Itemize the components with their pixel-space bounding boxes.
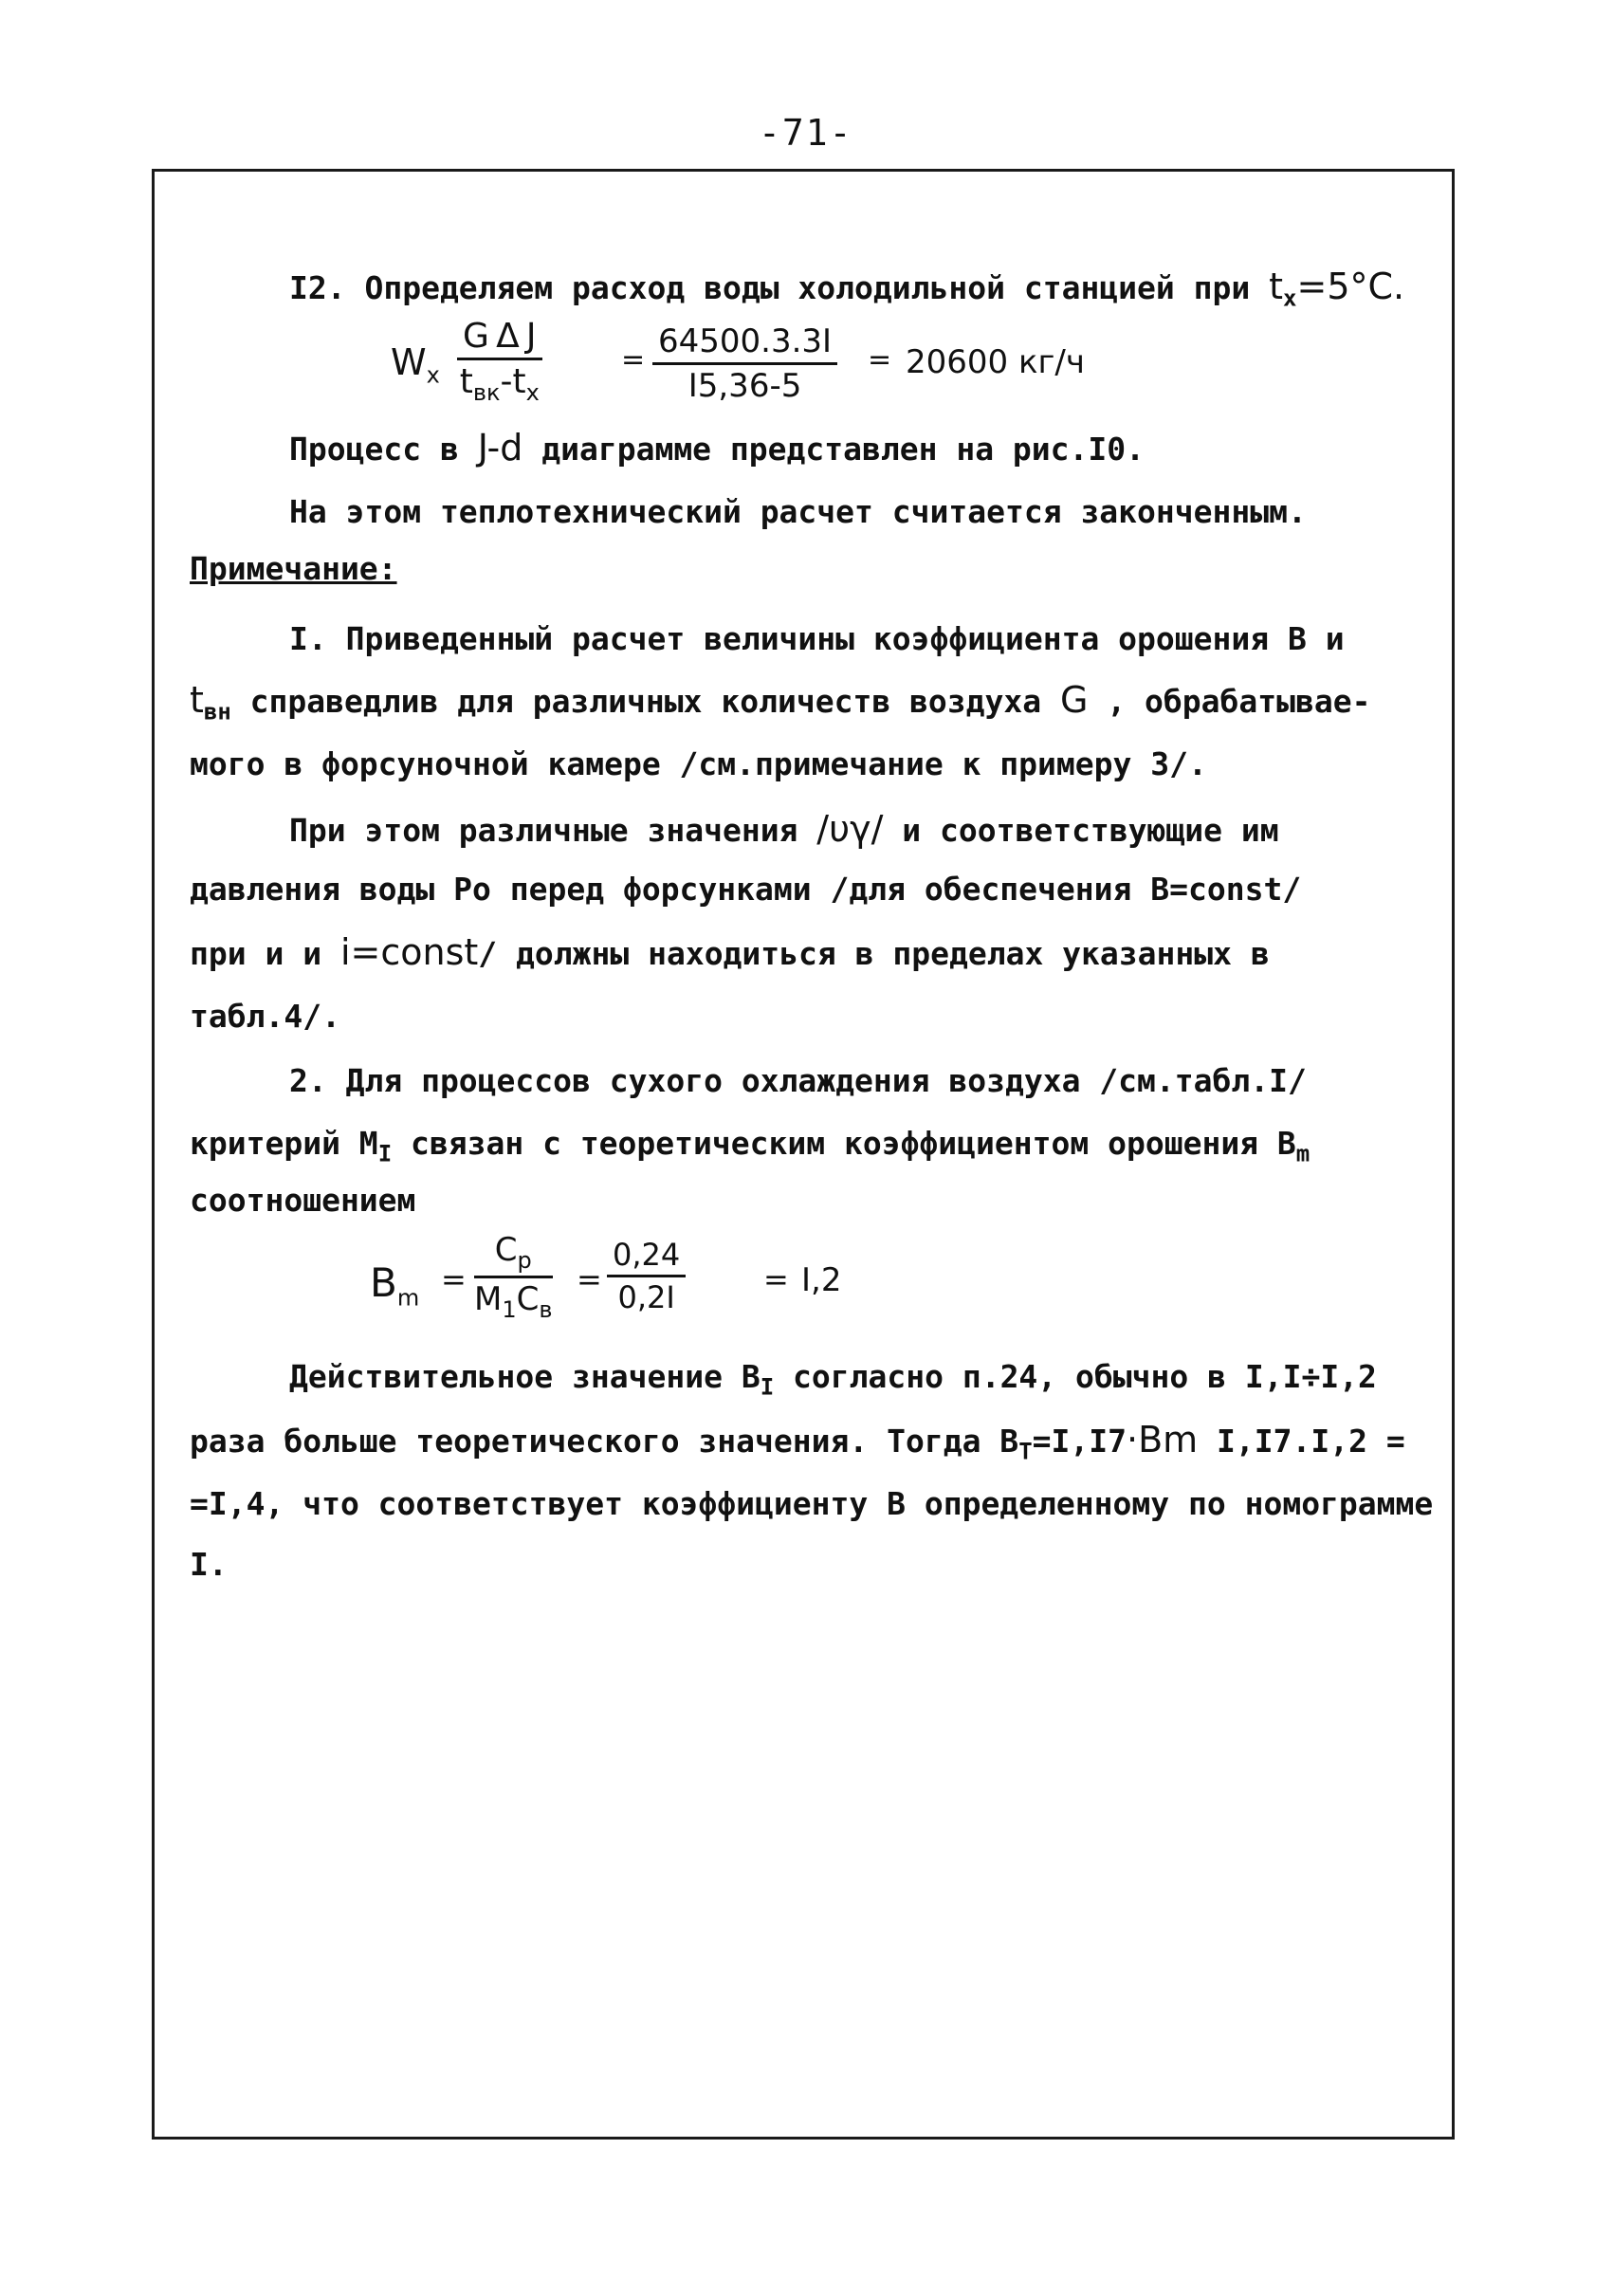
formula1-numerator2: 64500.3.3I	[652, 322, 837, 365]
tail-line1: Действительное значение $B_I$ согласно п.24, обычно в I,I÷I,2	[289, 1358, 1377, 1401]
formula2-lhs: $B_m$	[370, 1259, 420, 1312]
note2-line1: 2. Для процессов сухого охлаждения воздуха /см.табл.I/	[289, 1062, 1307, 1099]
tail-line4: I.	[190, 1546, 228, 1583]
formula2-result: I,2	[801, 1261, 842, 1299]
note1-line6: при и и i=const/ должны находиться в пределах указанных в	[190, 931, 1270, 973]
note1-line3: мого в форсуночной камере /см.примечание к примеру 3/.	[190, 745, 1207, 782]
tail-line3: =I,4, что соответствует коэффициенту B определенному по номограмме	[190, 1485, 1434, 1522]
formula2-fraction	[474, 1231, 553, 1323]
formula2-denominator2: 0,2I	[617, 1279, 675, 1315]
note1-line7: табл.4/.	[190, 998, 340, 1035]
formula1-eq2: =	[868, 343, 892, 377]
formula1-denominator: $t_{вк}-t_x$	[459, 362, 540, 407]
formula2-eq1: =	[441, 1261, 467, 1297]
note1-line5: давления воды Ро перед форсунками /для обеспечения B=const/	[190, 871, 1302, 908]
formula2-numerator: $C_p$	[474, 1231, 553, 1278]
item12-line	[289, 267, 1404, 318]
formula1-denominator2: I5,36-5	[687, 367, 802, 405]
formula2-eq2: =	[577, 1261, 602, 1297]
formula1-result: 20600 кг/ч	[906, 343, 1085, 381]
formula1-lhs: $W_x$	[391, 341, 440, 389]
formula1-fraction	[457, 317, 542, 406]
formula1-eq1: =	[621, 343, 646, 377]
note-heading: Примечание:	[190, 550, 397, 587]
process-line: Процесс в J-d диаграмме представлен на рис.I0.	[289, 427, 1146, 468]
tx-symbol: t	[1269, 266, 1284, 307]
formula2-denominator: $M_1C_в$	[474, 1279, 553, 1323]
note2-line3: соотношением	[190, 1182, 416, 1219]
page-number: -71-	[759, 112, 853, 154]
formula1-fraction2	[652, 322, 837, 405]
jd-diagram-label: J-d	[477, 427, 523, 468]
note2-line2: критерий $M_I$ связан с теоретическим коэффициентом орошения $B_m$	[190, 1125, 1311, 1167]
formula2-eq3: =	[763, 1261, 789, 1297]
note1-line1: I. Приведенный расчет величины коэффициента орошения B и	[289, 620, 1345, 657]
formula1-numerator: G Δ J	[457, 317, 542, 360]
tx-subscript: x	[1283, 285, 1297, 312]
note1-line4: При этом различные значения /υγ/ и соответствующие им	[289, 808, 1279, 850]
tx-value: =5°C.	[1296, 266, 1405, 307]
item12-text: I2. Определяем расход воды холодильной станцией при	[289, 269, 1270, 306]
tail-line2: раза больше теоретического значения. Тогда $B_T=I,I7\cdot Bm$ I,I7.I,2 =	[190, 1419, 1405, 1465]
note1-line2: $t_{вн}$ справедлив для различных количеств воздуха G , обрабатывае-	[190, 679, 1371, 726]
conclusion-line: На этом теплотехнический расчет считается законченным.	[289, 493, 1307, 530]
formula2-numerator2: 0,24	[607, 1237, 686, 1277]
formula2-fraction2	[607, 1237, 686, 1315]
